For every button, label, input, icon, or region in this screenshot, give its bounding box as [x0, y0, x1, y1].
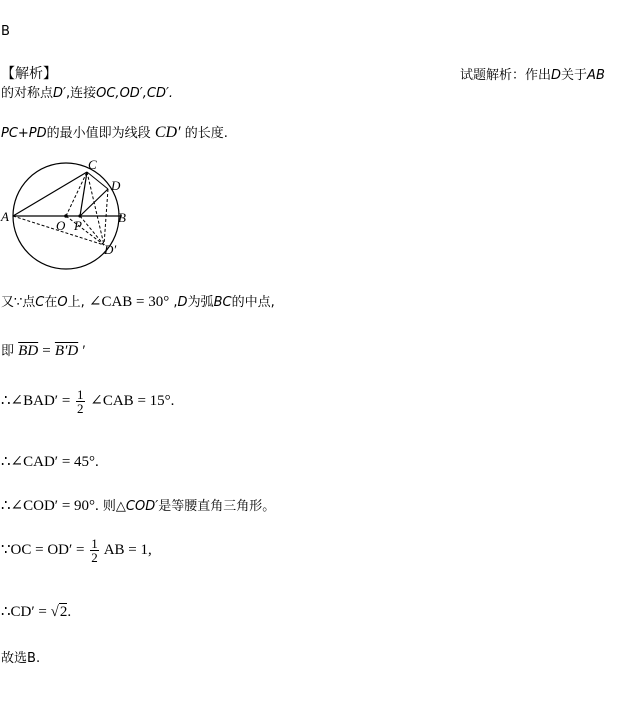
symmetric-point-line [1, 82, 173, 101]
line2-mid: ,连接 [65, 86, 97, 101]
line2-point: D′ [53, 86, 66, 101]
final-answer-line [1, 647, 40, 666]
line4-prefix: 又∵点 [1, 295, 36, 310]
label-a: A [1, 209, 9, 224]
line4-o: O [57, 295, 68, 310]
line4-d: D [177, 295, 188, 310]
intro-text: 试题解析：作出 [460, 68, 552, 83]
minimum-value-line [1, 122, 228, 142]
line4-arc: BC [213, 295, 232, 310]
line3-segment: CD′ [154, 124, 181, 141]
square-root: √2 [50, 604, 68, 620]
line11-text: 故选 [1, 651, 28, 666]
line8-text1: 则△ [102, 499, 126, 514]
line8-math: ∴∠COD′ = 90°. [1, 498, 99, 514]
line5-tail: ′ [82, 343, 86, 359]
segment-cd-prime [87, 172, 104, 245]
line3-suffix: 的长度. [184, 126, 228, 141]
line8-text2: 是等腰直角三角形。 [158, 499, 276, 514]
geometry-figure [0, 155, 135, 275]
label-d: D [111, 178, 121, 193]
line2-prefix: 的对称点 [1, 86, 54, 101]
line10-lead: ∴CD′ = [1, 604, 47, 620]
fraction-half-2 [90, 537, 99, 564]
line10-root: 2 [59, 604, 68, 620]
arc-equality-line [1, 340, 86, 360]
label-b: B [118, 210, 126, 225]
angle-bad-line [1, 388, 174, 415]
line6-num: 1 [77, 387, 84, 402]
line11-ans: B [27, 651, 36, 666]
answer-top: B [1, 24, 10, 39]
line5-rhs: B′D [54, 343, 79, 359]
label-d-prime: D′ [104, 242, 117, 257]
line9-tail: AB = 1, [103, 541, 152, 558]
line4-suffix: 的中点, [231, 295, 275, 310]
line9-den: 2 [91, 550, 98, 565]
line4-mid: 为弧 [187, 295, 214, 310]
line9-lead: ∵OC = OD′ = [1, 541, 85, 558]
line3-expr: PC+PD [1, 126, 47, 141]
radius-line [1, 537, 152, 564]
fraction-half [76, 388, 85, 415]
given-condition-line [1, 291, 275, 311]
line4-on: 上, [67, 295, 85, 310]
segment-od-prime [66, 216, 104, 245]
line4-angle: ∠CAB = 30° [88, 294, 170, 310]
line6-lead: ∴∠BAD′ = [1, 392, 71, 409]
intro-point: D [551, 68, 562, 83]
angle-cod-line [1, 495, 275, 515]
intro-line: AB [587, 68, 605, 83]
label-o: O [56, 218, 66, 233]
analysis-label: 【解析】 [1, 66, 57, 82]
line2-segments: OC,OD′,CD′. [96, 86, 174, 101]
line8-seg: COD′ [125, 499, 159, 514]
segment-dd-prime [104, 189, 108, 245]
line9-num: 1 [91, 536, 98, 551]
label-c: C [88, 157, 97, 172]
line6-tail: ∠CAB = 15°. [90, 392, 175, 409]
intro-mid: 关于 [561, 68, 588, 83]
line11-end: . [35, 651, 41, 666]
line5-prefix: 即 [1, 344, 15, 359]
line5-lhs: $\overline{BD}$ [18, 343, 39, 359]
line5-eq: = [42, 343, 51, 359]
label-p: P [74, 218, 82, 233]
chord-ac [13, 172, 87, 216]
line6-den: 2 [77, 401, 84, 416]
analysis-intro [460, 64, 605, 83]
line4-sep: , [173, 295, 178, 310]
line3-text: 的最小值即为线段 [46, 126, 151, 141]
angle-cad-line: ∴∠CAD′ = 45°. [1, 454, 99, 470]
line4-c: C [35, 295, 45, 310]
line4-in: 在 [44, 295, 58, 310]
line10-tail: . [67, 604, 72, 620]
result-line [1, 602, 71, 621]
